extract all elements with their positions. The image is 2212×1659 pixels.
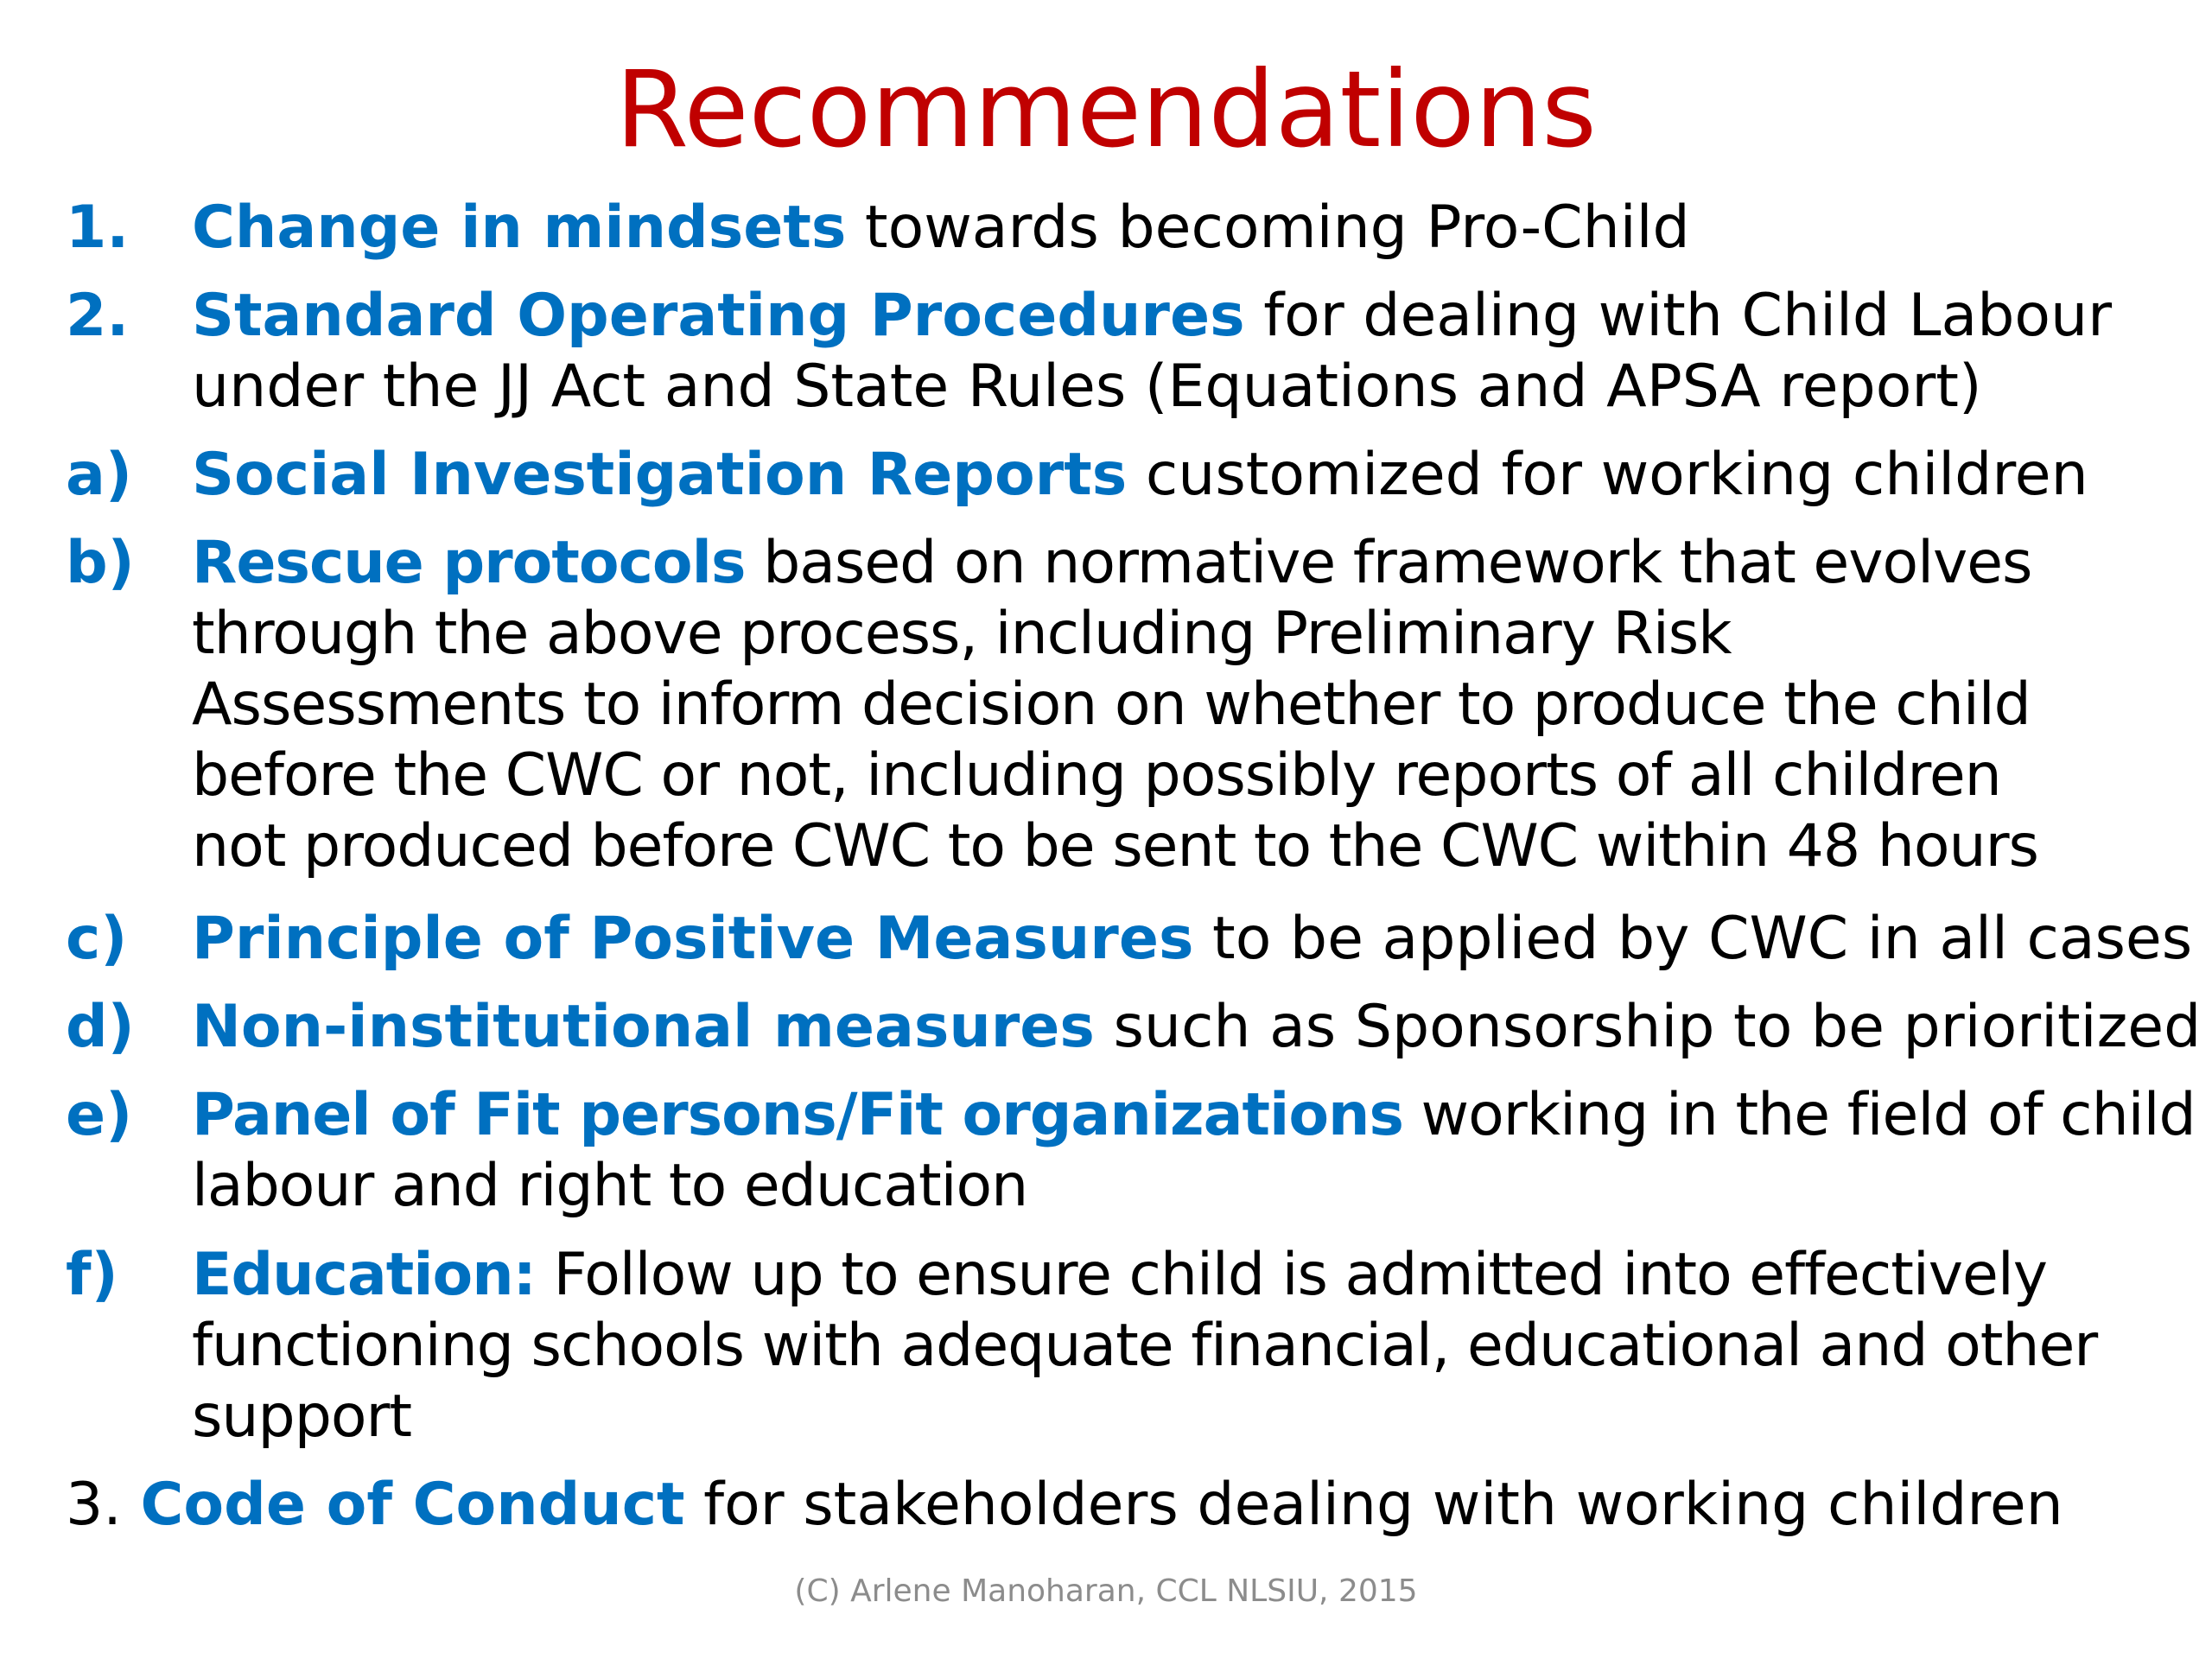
list-marker: c) <box>66 905 128 973</box>
list-marker: 2. <box>66 282 130 350</box>
list-marker: b) <box>66 529 135 597</box>
text-line: before the CWC or not, including possibly reports of all children <box>192 741 2001 810</box>
emphasis-text: Rescue protocols <box>192 529 746 597</box>
list-item-text <box>66 1470 2063 1541</box>
body-text: working in the field of child <box>1421 1081 2196 1149</box>
list-item-text <box>192 904 2193 975</box>
list-marker: e) <box>66 1081 133 1149</box>
list-marker: f) <box>66 1241 118 1309</box>
text-line <box>192 193 2179 264</box>
text-line: support <box>192 1382 412 1451</box>
body-text: for stakeholders dealing with working children <box>703 1471 2063 1539</box>
text-line <box>192 1080 2196 1151</box>
text-line: Assessments to inform decision on whether to produce the child <box>192 671 2031 739</box>
text-line <box>66 1470 2063 1541</box>
list-item-text <box>192 528 2179 882</box>
emphasis-text: Code of Conduct <box>140 1471 685 1539</box>
body-text: customized for working children <box>1145 441 2088 509</box>
copyright-footer: (C) Arlene Manoharan, CCL NLSIU, 2015 <box>794 1573 1418 1609</box>
list-item-text <box>192 1240 2179 1452</box>
emphasis-text: Principle of Positive Measures <box>192 905 1194 973</box>
emphasis-text: Non-institutional measures <box>192 993 1095 1061</box>
list-item-text <box>192 281 2179 423</box>
body-text: for dealing with Child Labour <box>1263 282 2113 350</box>
text-line: functioning schools with adequate financial, educational and other <box>192 1312 2098 1380</box>
text-line: not produced before CWC to be sent to the CWC within 48 hours <box>192 812 2038 880</box>
body-text: such as Sponsorship to be prioritized <box>1113 993 2202 1061</box>
emphasis-text: Social Investigation Reports <box>192 441 1128 509</box>
body-text: to be applied by CWC in all cases <box>1212 905 2193 973</box>
list-marker: 1. <box>66 194 130 262</box>
text-line: under the JJ Act and State Rules (Equations and APSA report) <box>192 353 1982 421</box>
list-marker: 3. <box>66 1471 122 1539</box>
list-item-text <box>192 1080 2196 1222</box>
text-line <box>192 904 2193 975</box>
text-line <box>192 528 2179 599</box>
list-marker: a) <box>66 441 132 509</box>
body-text: towards becoming Pro-Child <box>864 194 1690 262</box>
list-item-text <box>192 440 2179 511</box>
list-marker: d) <box>66 993 135 1061</box>
body-text: based on normative framework that evolves <box>763 529 2032 597</box>
body-text: Follow up to ensure child is admitted into effectively <box>553 1241 2048 1309</box>
text-line <box>192 440 2179 511</box>
text-line: labour and right to education <box>192 1152 1028 1220</box>
slide-title: Recommendations <box>615 48 1597 171</box>
emphasis-text: Education: <box>192 1241 536 1309</box>
text-line: through the above process, including Preliminary Risk <box>192 600 1732 668</box>
emphasis-text: Change in mindsets <box>192 194 847 262</box>
text-line <box>192 1240 2179 1311</box>
emphasis-text: Panel of Fit persons/Fit organizations <box>192 1081 1403 1149</box>
emphasis-text: Standard Operating Procedures <box>192 282 1245 350</box>
list-item-text <box>192 992 2202 1063</box>
list-item-text <box>192 193 2179 264</box>
text-line <box>192 992 2202 1063</box>
text-line <box>192 281 2179 352</box>
